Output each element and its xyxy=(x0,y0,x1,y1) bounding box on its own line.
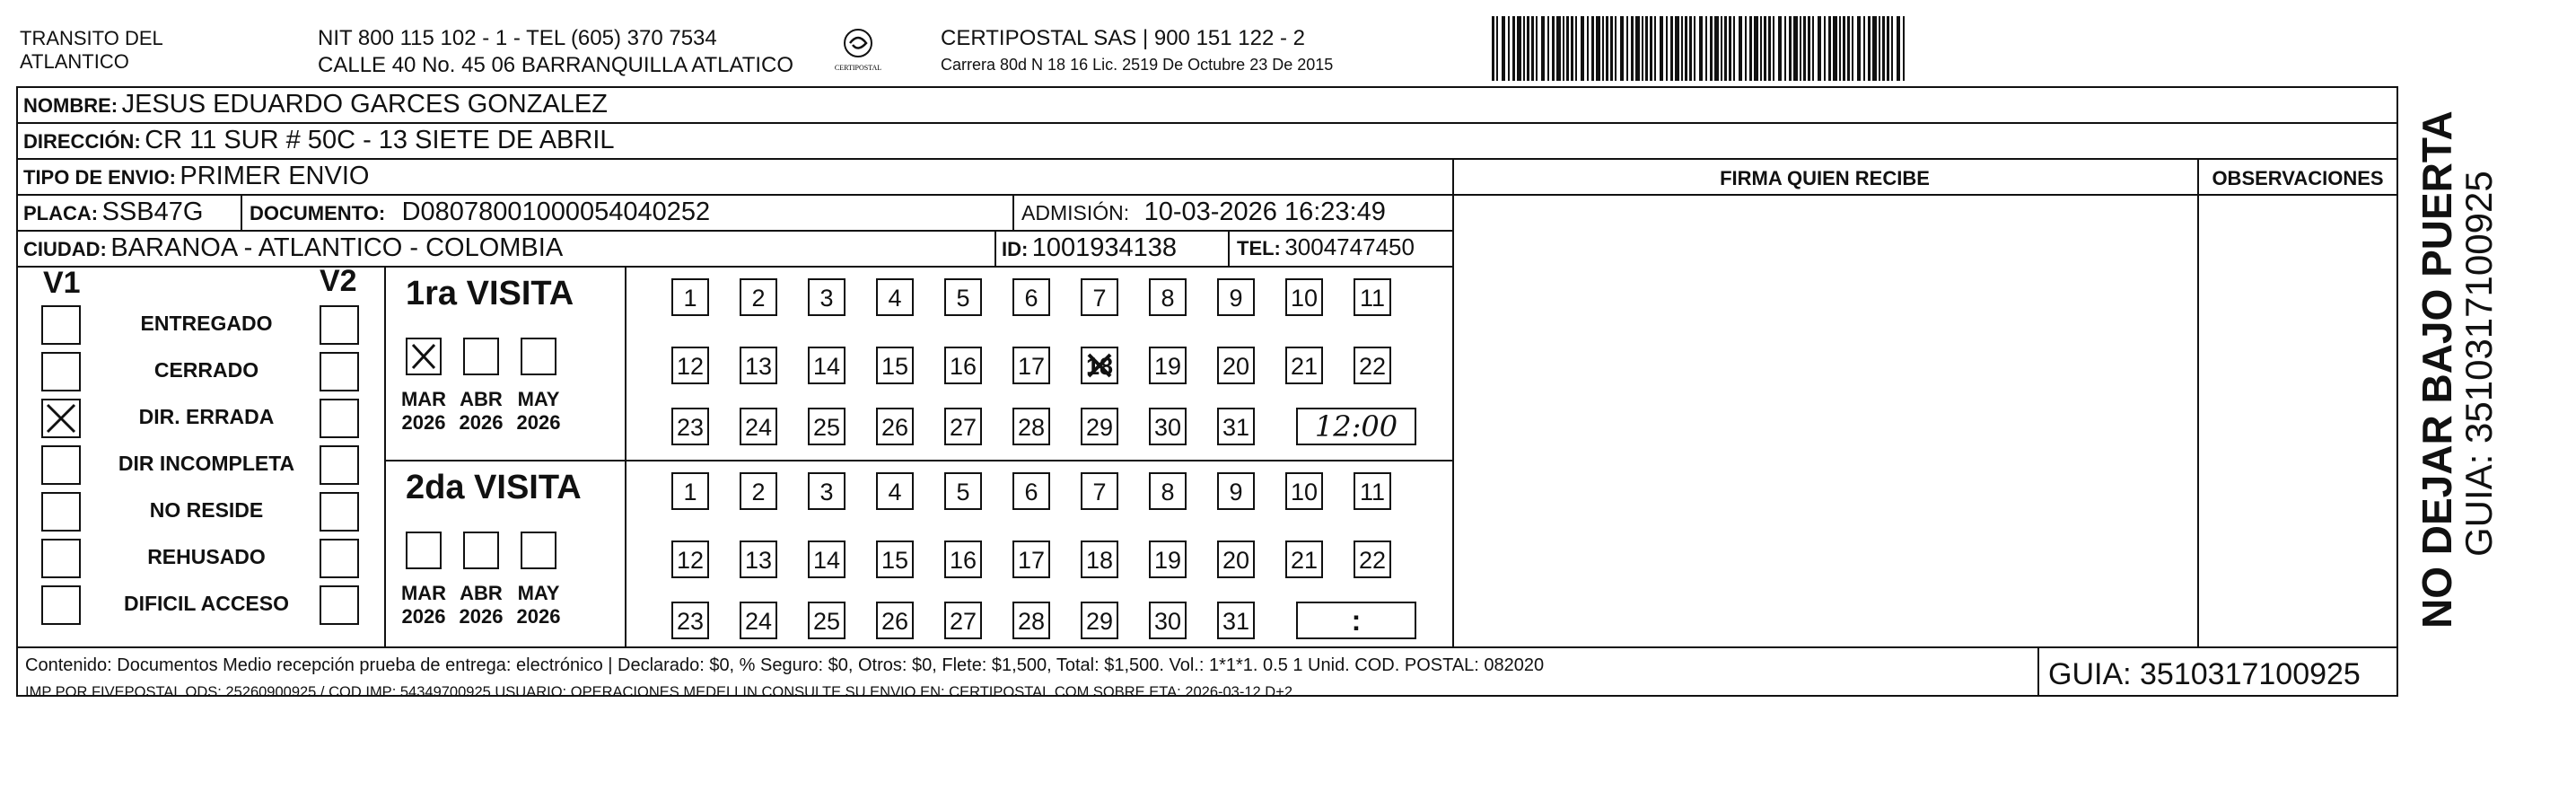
visit-time[interactable]: 12:00 xyxy=(1296,408,1416,445)
month-label xyxy=(399,582,449,628)
visit-title: 1ra VISITA xyxy=(406,275,574,312)
placa-label: PLACA: xyxy=(23,202,99,224)
day-box[interactable]: 23 xyxy=(671,602,709,639)
v1-checkbox[interactable] xyxy=(41,492,81,532)
guia-footer: GUIA: 3510317100925 xyxy=(2048,657,2361,691)
day-box[interactable]: 30 xyxy=(1149,602,1187,639)
ciudad-value: BARANOA - ATLANTICO - COLOMBIA xyxy=(110,233,564,262)
month-checkbox[interactable] xyxy=(406,338,442,375)
day-box[interactable]: 7 xyxy=(1081,278,1118,316)
issuer-contact xyxy=(318,25,793,79)
month-year: 2026 xyxy=(459,411,504,434)
id-label: ID: xyxy=(1002,238,1029,260)
day-box[interactable]: 16 xyxy=(944,541,982,578)
guia-side: GUIA: 3510317100925 xyxy=(2458,171,2500,557)
status-label: ENTREGADO xyxy=(140,312,273,335)
day-box[interactable]: 5 xyxy=(944,472,982,510)
day-box[interactable]: 3 xyxy=(808,472,846,510)
month-checkbox[interactable] xyxy=(521,338,556,375)
v1-checkbox[interactable] xyxy=(41,399,81,438)
day-box[interactable]: 12 xyxy=(671,541,709,578)
day-box[interactable]: 14 xyxy=(808,347,846,384)
day-box[interactable]: 31 xyxy=(1217,408,1255,445)
day-box[interactable]: 15 xyxy=(876,347,914,384)
no-dejar-text: NO DEJAR BAJO PUERTA xyxy=(2414,110,2460,628)
firma-header: FIRMA QUIEN RECIBE xyxy=(1720,167,1930,189)
day-box[interactable]: 1 xyxy=(671,278,709,316)
nombre-row xyxy=(23,90,608,119)
day-box[interactable]: 20 xyxy=(1217,347,1255,384)
id-row xyxy=(1002,233,1177,263)
day-box[interactable]: 8 xyxy=(1149,278,1187,316)
month-checkbox[interactable] xyxy=(463,532,499,569)
month-name: MAR xyxy=(400,582,447,604)
day-box[interactable]: 18 xyxy=(1081,347,1118,384)
imp-line: IMP POR FIVEPOSTAL ODS: 25260900925 / COD.IMP: 54349700925 USUARIO: OPERACIONES MEDELLIN CONSULTE SU ENVIO EN: CERTIPOSTAL.COM SOBRE ETA: 2026-03-12 D+2 xyxy=(25,684,1293,700)
v2-checkbox[interactable] xyxy=(320,492,359,532)
day-box[interactable]: 22 xyxy=(1354,541,1391,578)
day-box[interactable]: 10 xyxy=(1285,278,1323,316)
day-box[interactable]: 21 xyxy=(1285,347,1323,384)
month-name: ABR xyxy=(460,582,503,604)
tipo-row xyxy=(23,162,369,191)
v2-label: V2 xyxy=(320,264,357,298)
issuer-name xyxy=(20,27,163,74)
tel-value: 3004747450 xyxy=(1284,233,1415,260)
check-x-icon xyxy=(43,400,79,436)
month-year: 2026 xyxy=(459,605,504,628)
svg-text:CERTIPOSTAL: CERTIPOSTAL xyxy=(834,64,882,72)
nombre-value: JESUS EDUARDO GARCES GONZALEZ xyxy=(121,90,608,119)
day-box[interactable]: 12 xyxy=(671,347,709,384)
status-label: DIR INCOMPLETA xyxy=(118,452,295,475)
month-checkbox[interactable] xyxy=(521,532,556,569)
day-box[interactable]: 17 xyxy=(1012,541,1050,578)
v2-checkbox[interactable] xyxy=(320,305,359,345)
v1-checkbox[interactable] xyxy=(41,445,81,485)
observaciones-header: OBSERVACIONES xyxy=(2212,167,2384,189)
visit-time[interactable]: : xyxy=(1296,602,1416,639)
month-label xyxy=(513,388,564,435)
day-box[interactable]: 2 xyxy=(740,278,777,316)
day-box[interactable]: 19 xyxy=(1149,541,1187,578)
day-box[interactable]: 9 xyxy=(1217,278,1255,316)
day-box[interactable]: 30 xyxy=(1149,408,1187,445)
direccion-row xyxy=(23,126,615,155)
day-box[interactable]: 9 xyxy=(1217,472,1255,510)
day-box[interactable]: 20 xyxy=(1217,541,1255,578)
day-box[interactable]: 4 xyxy=(876,278,914,316)
v2-checkbox[interactable] xyxy=(320,445,359,485)
tipo-value: PRIMER ENVIO xyxy=(180,162,370,190)
day-box[interactable]: 13 xyxy=(740,541,777,578)
id-value: 1001934138 xyxy=(1031,233,1178,262)
visit-title: 2da VISITA xyxy=(406,469,582,506)
direccion-value: CR 11 SUR # 50C - 13 SIETE DE ABRIL xyxy=(145,126,615,154)
check-x-icon xyxy=(1082,348,1117,382)
documento-row xyxy=(250,198,710,227)
cert-line-2: Carrera 80d N 18 16 Lic. 2519 De Octubre 23 De 2015 xyxy=(941,56,1334,74)
month-name: MAY xyxy=(517,388,560,410)
day-box[interactable]: 23 xyxy=(671,408,709,445)
status-label: CERRADO xyxy=(153,358,259,382)
status-label: REHUSADO xyxy=(147,545,266,568)
day-box[interactable]: 29 xyxy=(1081,602,1118,639)
day-box[interactable]: 17 xyxy=(1012,347,1050,384)
day-box[interactable]: 27 xyxy=(944,602,982,639)
day-box[interactable]: 2 xyxy=(740,472,777,510)
month-checkbox[interactable] xyxy=(406,532,442,569)
day-box[interactable]: 8 xyxy=(1149,472,1187,510)
v1-label: V1 xyxy=(43,266,81,300)
documento-label: DOCUMENTO: xyxy=(250,202,386,224)
status-label: DIR. ERRADA xyxy=(138,405,275,428)
day-box[interactable]: 21 xyxy=(1285,541,1323,578)
v2-checkbox[interactable] xyxy=(320,399,359,438)
day-box[interactable]: 28 xyxy=(1012,408,1050,445)
v2-checkbox[interactable] xyxy=(320,352,359,391)
tel-row xyxy=(1237,233,1415,261)
month-name: MAR xyxy=(400,388,447,410)
month-checkbox[interactable] xyxy=(463,338,499,375)
month-year: 2026 xyxy=(516,411,561,434)
month-label xyxy=(513,582,564,628)
day-box[interactable]: 25 xyxy=(808,408,846,445)
day-box[interactable]: 14 xyxy=(808,541,846,578)
month-year: 2026 xyxy=(401,411,446,434)
day-box[interactable]: 25 xyxy=(808,602,846,639)
day-box[interactable]: 16 xyxy=(944,347,982,384)
v1-checkbox[interactable] xyxy=(41,305,81,345)
status-label: NO RESIDE xyxy=(149,498,264,522)
address-line: CALLE 40 No. 45 06 BARRANQUILLA ATLATICO xyxy=(318,53,794,77)
v1-checkbox[interactable] xyxy=(41,585,81,625)
documento-value: D08078001000054040252 xyxy=(401,198,711,226)
status-label: DIFICIL ACCESO xyxy=(123,592,289,615)
day-box[interactable]: 13 xyxy=(740,347,777,384)
month-name: MAY xyxy=(517,582,560,604)
month-year: 2026 xyxy=(516,605,561,628)
v1-checkbox[interactable] xyxy=(41,352,81,391)
month-label xyxy=(456,582,506,628)
day-box[interactable]: 7 xyxy=(1081,472,1118,510)
check-x-icon xyxy=(407,339,440,374)
barcode xyxy=(1492,16,1906,81)
certipostal-logo xyxy=(833,25,883,75)
day-box[interactable]: 11 xyxy=(1354,472,1391,510)
day-box[interactable]: 26 xyxy=(876,408,914,445)
day-box[interactable]: 6 xyxy=(1012,278,1050,316)
day-box[interactable]: 15 xyxy=(876,541,914,578)
month-year: 2026 xyxy=(401,605,446,628)
day-box[interactable]: 4 xyxy=(876,472,914,510)
day-box[interactable]: 31 xyxy=(1217,602,1255,639)
issuer-line-1: TRANSITO DEL xyxy=(20,27,163,49)
issuer-line-2: ATLANTICO xyxy=(20,50,129,73)
day-box[interactable]: 3 xyxy=(808,278,846,316)
tipo-label: TIPO DE ENVIO: xyxy=(23,166,176,189)
day-box[interactable]: 27 xyxy=(944,408,982,445)
admision-value: 10-03-2026 16:23:49 xyxy=(1143,198,1386,226)
day-box[interactable]: 11 xyxy=(1354,278,1391,316)
day-box[interactable]: 24 xyxy=(740,602,777,639)
ciudad-label: CIUDAD: xyxy=(23,238,107,260)
ciudad-row xyxy=(23,233,563,263)
day-box[interactable]: 18 xyxy=(1081,541,1118,578)
day-box[interactable]: 29 xyxy=(1081,408,1118,445)
admision-row xyxy=(1021,198,1386,227)
day-box[interactable]: 10 xyxy=(1285,472,1323,510)
day-box[interactable]: 22 xyxy=(1354,347,1391,384)
v2-checkbox[interactable] xyxy=(320,585,359,625)
v2-checkbox[interactable] xyxy=(320,539,359,578)
direccion-label: DIRECCIÓN: xyxy=(23,130,141,153)
nombre-label: NOMBRE: xyxy=(23,94,118,117)
day-box[interactable]: 26 xyxy=(876,602,914,639)
month-label xyxy=(456,388,506,435)
placa-value: SSB47G xyxy=(101,198,204,226)
day-box[interactable]: 6 xyxy=(1012,472,1050,510)
month-label xyxy=(399,388,449,435)
day-box[interactable]: 24 xyxy=(740,408,777,445)
tel-label: TEL: xyxy=(1237,237,1281,259)
day-box[interactable]: 1 xyxy=(671,472,709,510)
nit-line: NIT 800 115 102 - 1 - TEL (605) 370 7534 xyxy=(318,26,717,50)
day-box[interactable]: 19 xyxy=(1149,347,1187,384)
day-box[interactable]: 5 xyxy=(944,278,982,316)
cert-line-1: CERTIPOSTAL SAS | 900 151 122 - 2 xyxy=(941,26,1305,50)
placa-row xyxy=(23,198,203,227)
certipostal-info xyxy=(941,25,1333,77)
v1-checkbox[interactable] xyxy=(41,539,81,578)
day-box[interactable]: 28 xyxy=(1012,602,1050,639)
admision-label: ADMISIÓN: xyxy=(1021,201,1130,224)
month-name: ABR xyxy=(460,388,503,410)
contenido-line: Contenido: Documentos Medio recepción prueba de entrega: electrónico | Declarado: $0, % Seguro: $0, Otros: $0, Flete: $1,500, Total: $1,500. Vol.: 1*1*1. 0.5 1 Unid. COD. POSTAL: 082020 xyxy=(25,655,1545,675)
